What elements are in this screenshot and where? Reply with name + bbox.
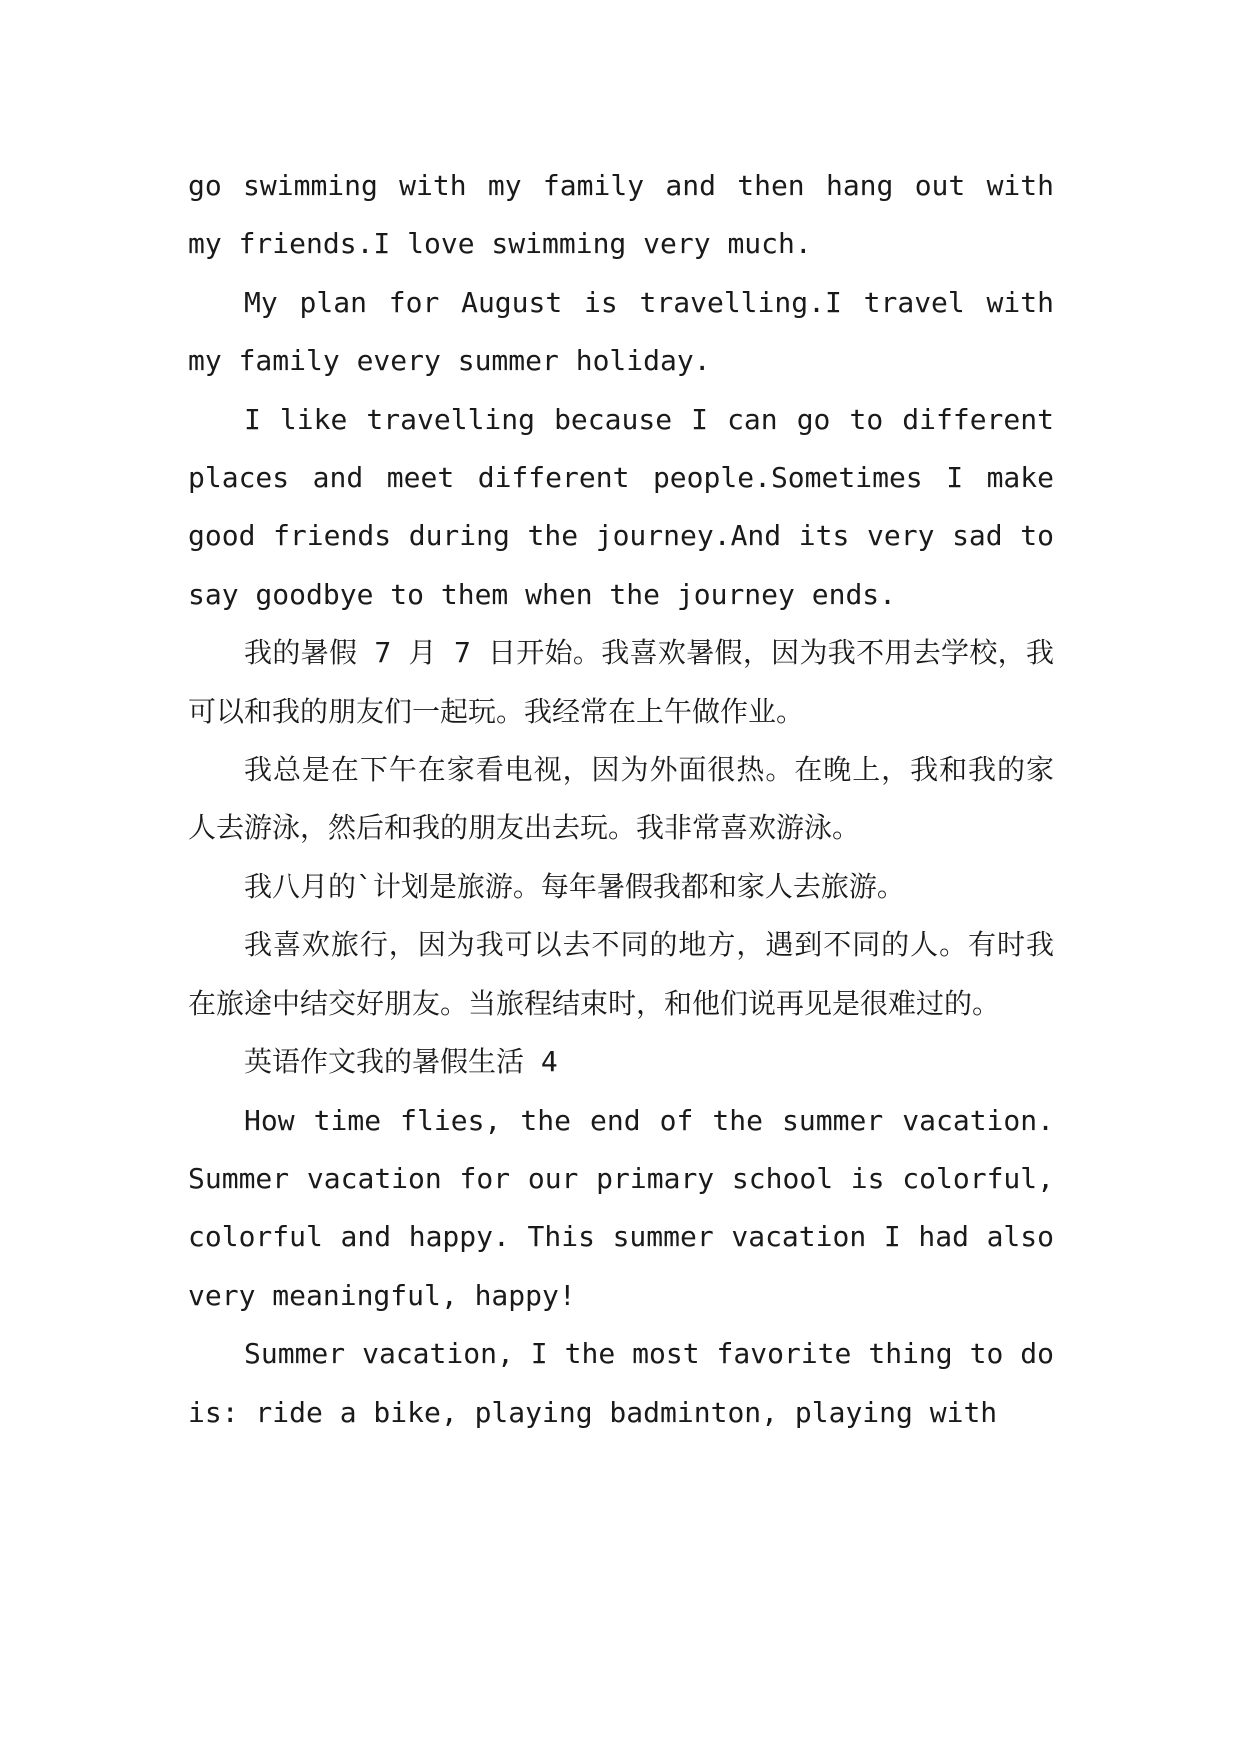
paragraph: I like travelling because I can go to different places and meet different people.Sometimes I make good friends during the journey.And its very sad to say goodbye to them when the journey ends. xyxy=(188,402,1054,611)
document-body xyxy=(188,157,1054,1442)
paragraph: 我喜欢旅行，因为我可以去不同的地方，遇到不同的人。有时我在旅途中结交好朋友。当旅程结束时，和他们说再见是很难过的。 xyxy=(188,928,1054,1020)
paragraph: 我总是在下午在家看电视，因为外面很热。在晚上，我和我的家人去游泳，然后和我的朋友出去玩。我非常喜欢游泳。 xyxy=(188,753,1054,845)
paragraph: Summer vacation, I the most favorite thing to do is: ride a bike, playing badminton, playing with xyxy=(188,1337,1054,1429)
section-heading: 英语作文我的暑假生活 4 xyxy=(244,1045,558,1079)
paragraph: 我的暑假 7 月 7 日开始。我喜欢暑假，因为我不用去学校，我可以和我的朋友们一起玩。我经常在上午做作业。 xyxy=(188,636,1054,728)
paragraph: go swimming with my family and then hang out with my friends.I love swimming very much. xyxy=(188,169,1054,261)
paragraph: How time flies, the end of the summer vacation. Summer vacation for our primary school is colorful, colorful and happy. This summer vacation I had also very meaningful, happy! xyxy=(188,1103,1054,1312)
paragraph: My plan for August is travelling.I travel with my family every summer holiday. xyxy=(188,285,1054,378)
paragraph: 我八月的`计划是旅游。每年暑假我都和家人去旅游。 xyxy=(244,869,905,903)
